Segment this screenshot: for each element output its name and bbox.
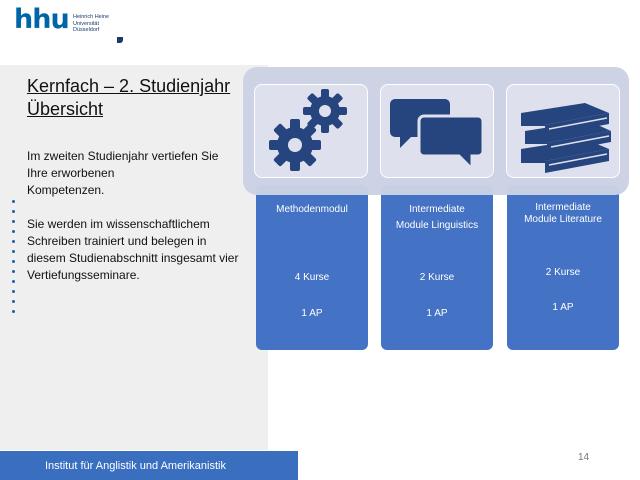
dot <box>12 210 15 213</box>
speech-bubbles-icon-box <box>380 84 494 178</box>
module-name-line2: Module Literature <box>524 214 602 225</box>
dot <box>12 310 15 313</box>
gears-icon <box>255 85 367 177</box>
dot <box>12 240 15 243</box>
dot <box>12 220 15 223</box>
dot <box>12 300 15 303</box>
logo-line: Düsseldorf <box>73 27 100 33</box>
module-name-line1: Intermediate <box>535 202 591 213</box>
books-icon-box <box>506 84 620 178</box>
logo-line: Heinrich Heine <box>73 14 110 20</box>
details-line: diesem Studienabschnitt insgesamt vier <box>27 251 239 265</box>
module-points: 1 AP <box>301 308 323 319</box>
dot <box>12 270 15 273</box>
module-courses: 4 Kurse <box>294 272 330 283</box>
dot <box>12 260 15 263</box>
page-number: 14 <box>578 452 590 463</box>
details-paragraph <box>27 216 267 284</box>
dot <box>12 290 15 293</box>
intro-line: Im zweiten Studienjahr vertiefen Sie <box>27 149 219 163</box>
module-card-linguistics[interactable] <box>381 185 493 350</box>
details-line: Schreiben trainiert und belegen in <box>27 234 207 248</box>
dot <box>12 250 15 253</box>
module-courses: 2 Kurse <box>419 272 455 283</box>
logo-brand: hhu <box>14 4 69 35</box>
module-card-literature[interactable] <box>507 185 619 350</box>
module-name: Methodenmodul <box>276 204 348 215</box>
slide-title <box>27 75 230 121</box>
books-icon <box>507 85 619 177</box>
details-line: Sie werden im wissenschaftlichem <box>27 217 210 231</box>
intro-line: Ihre erworbenen <box>27 166 115 180</box>
dot <box>12 280 15 283</box>
module-card-methoden[interactable] <box>256 185 368 350</box>
icon-band <box>243 67 629 195</box>
decorative-dots <box>12 200 18 312</box>
module-points: 1 AP <box>552 302 574 313</box>
title-line: Übersicht <box>27 99 104 119</box>
dot <box>12 200 15 203</box>
title-line: Kernfach – 2. Studienjahr <box>27 76 231 96</box>
module-name-line2: Module Linguistics <box>395 220 479 231</box>
module-points: 1 AP <box>426 308 448 319</box>
logo-line: Universität <box>73 20 99 27</box>
gears-icon-box <box>254 84 368 178</box>
speech-bubbles-icon <box>381 85 493 177</box>
institute-name: Institut für Anglistik und Amerikanistik <box>45 460 226 472</box>
dot <box>12 230 15 233</box>
footer-bar <box>0 451 298 480</box>
logo-university-name <box>73 14 109 34</box>
intro-paragraph <box>27 148 249 199</box>
module-name-line1: Intermediate <box>409 204 465 215</box>
logo-mark <box>117 37 123 43</box>
module-courses: 2 Kurse <box>545 267 581 278</box>
details-line: Vertiefungsseminare. <box>27 268 140 282</box>
hhu-logo <box>14 4 124 40</box>
intro-line: Kompetenzen. <box>27 183 105 197</box>
